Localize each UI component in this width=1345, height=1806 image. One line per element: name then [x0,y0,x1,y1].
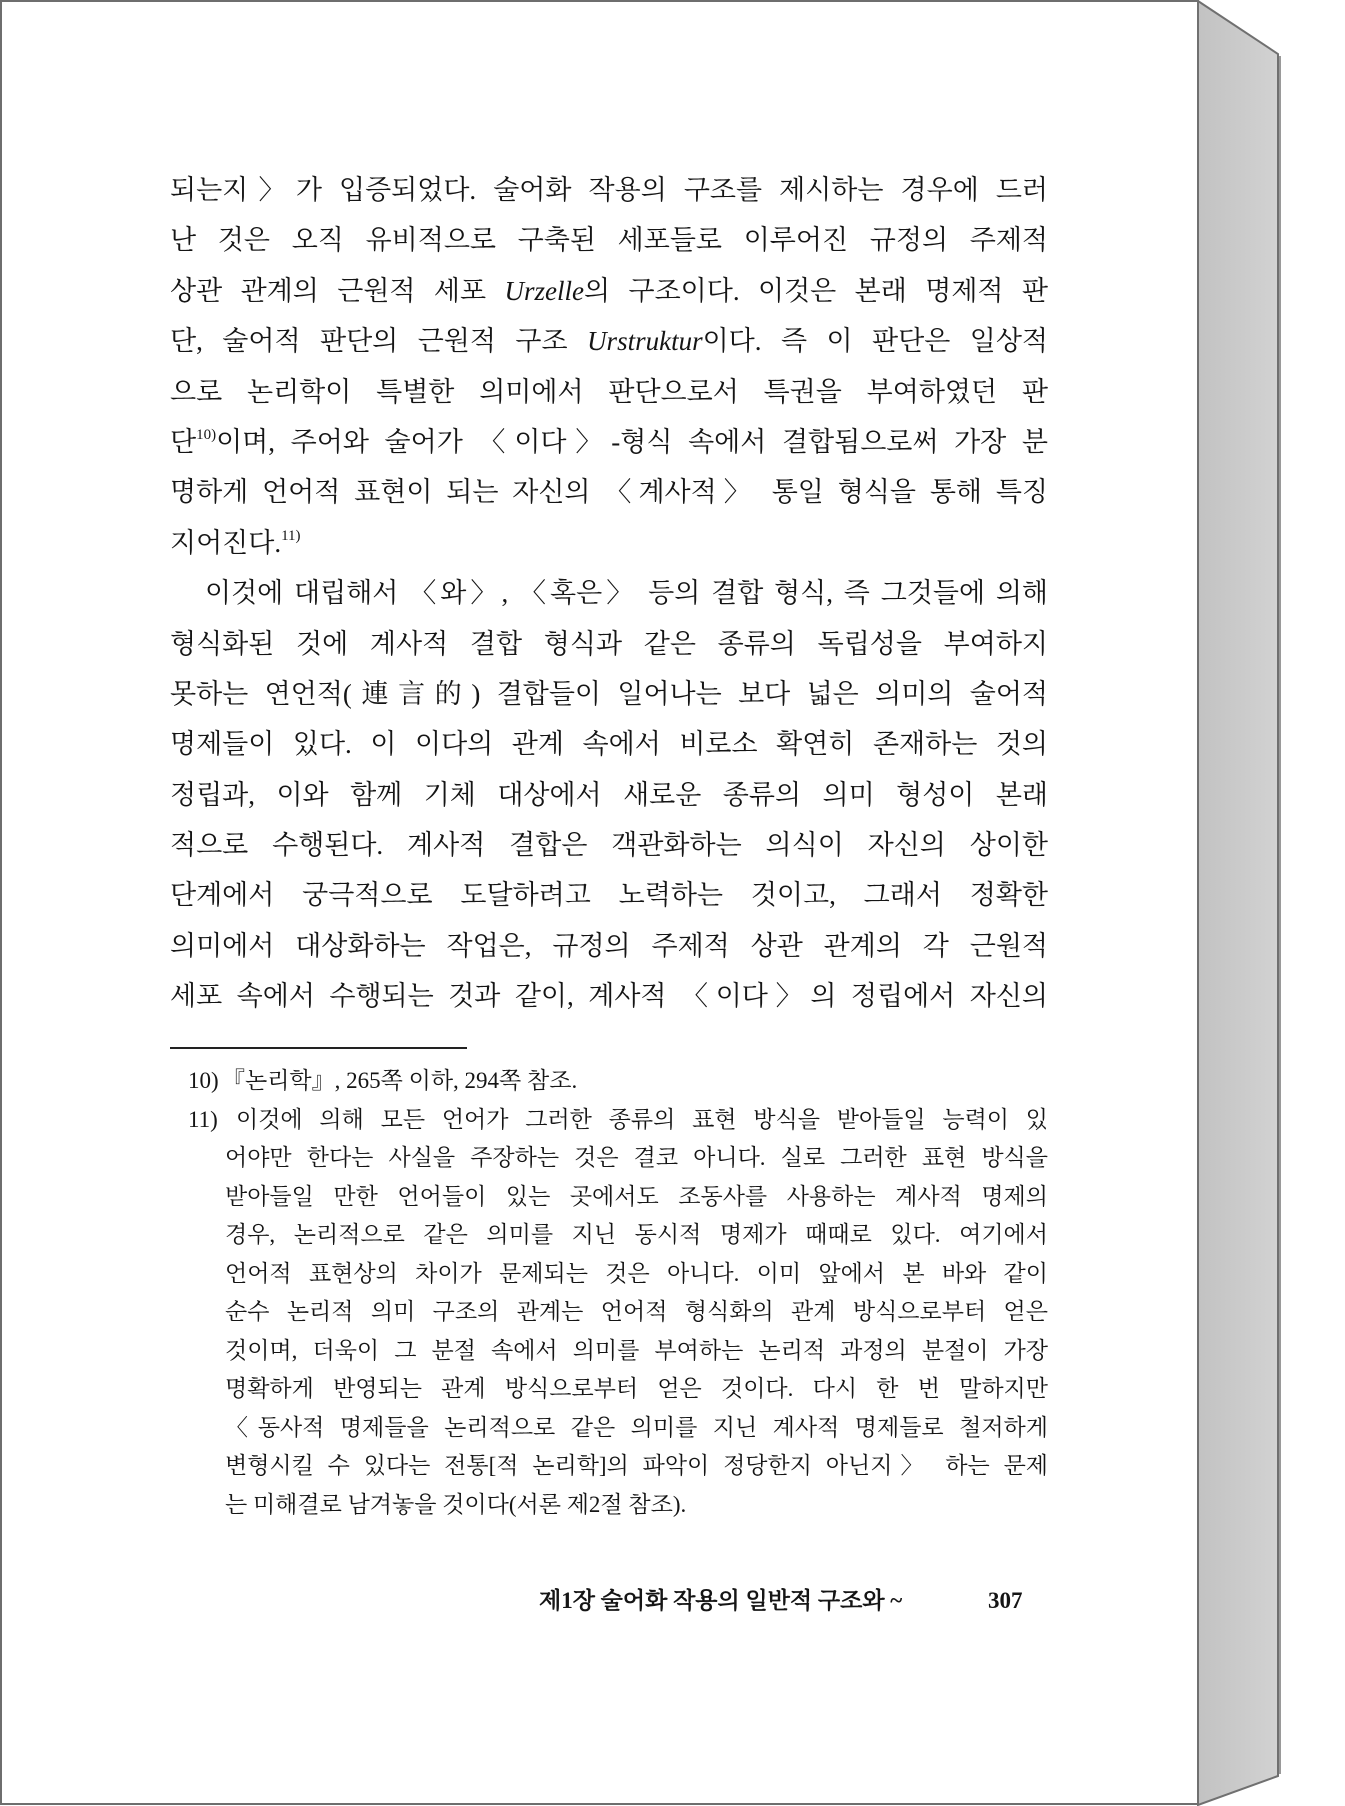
footnote-text: 이것에 의해 모든 언어가 그러한 종류의 표현 방식을 받아들일 능력이 있 [236,1106,1048,1132]
body-line [170,316,1048,366]
running-head: 제1장 술어화 작용의 일반적 구조와 ~ [539,1588,903,1613]
body-line: 형식화된 것에 계사적 결합 형식과 같은 종류의 독립성을 부여하지 [170,628,1048,659]
foreign-term: Urzelle [504,275,584,306]
footnote-ref: 10) [196,426,217,443]
footnote-ref: 11) [281,527,301,544]
book-edge [1198,1,1278,1805]
foreign-term: Urstruktur [587,326,703,357]
body-line: 명제들이 있다. 이 이다의 관계 속에서 비로소 확연히 존재하는 것의 [170,729,1048,760]
footnotes [188,1062,1048,1524]
footnote-line: 명확하게 반영되는 관계 방식으로부터 얻은 것이다. 다시 한 번 말하지만 [225,1376,1048,1401]
body-line: 되는지〉가 입증되었다. 술어화 작용의 구조를 제시하는 경우에 드러 [170,175,1048,205]
body-line: 난 것은 오직 유비적으로 구축된 세포들로 이루어진 규정의 주제적 [170,225,1048,256]
body-paragraph [170,568,1048,1022]
line-text: 단, 술어적 판단의 근원적 구조 [170,326,588,357]
body-line: 세포 속에서 수행되는 것과 같이, 계사적 〈이다〉의 정립에서 자신의 [170,981,1048,1012]
line-text: 단 [170,426,197,457]
footnote-line: 순수 논리적 의미 구조의 관계는 언어적 형식화의 관계 방식으로부터 얻은 [225,1299,1048,1324]
line-text: 이며, 주어와 술어가 〈이다〉-형식 속에서 결합됨으로써 가장 분 [216,426,1048,457]
body-line: 으로 논리학이 특별한 의미에서 판단으로서 특권을 부여하였던 판 [170,376,1048,407]
footnote-line: 어야만 한다는 사실을 주장하는 것은 결코 아니다. 실로 그러한 표현 방식을 [225,1145,1048,1170]
footnote-line: 것이며, 더욱이 그 분절 속에서 의미를 부여하는 논리적 과정의 분절이 가장 [225,1337,1048,1363]
line-text: 지어진다. [170,527,282,558]
body-line: 단계에서 궁극적으로 도달하려고 노력하는 것이고, 그래서 정확한 [170,880,1048,911]
footnote-text: 『논리학』, 265쪽 이하, 294쪽 참조. [222,1068,578,1093]
line-text: 의 구조이다. 이것은 본래 명제적 판 [584,275,1048,306]
body-line [170,518,1048,568]
body-line: 이것에 대립해서 〈와〉, 〈혹은〉 등의 결합 형식, 즉 그것들에 의해 [205,578,1048,609]
footnote [188,1101,1048,1525]
footnote-line [188,1101,1048,1140]
footnote-rule [170,1047,467,1049]
body-line [170,417,1048,467]
body-line: 적으로 수행된다. 계사적 결합은 객관화하는 의식이 자신의 상이한 [170,830,1048,861]
footnote-line: 언어적 표현상의 차이가 문제되는 것은 아니다. 이미 앞에서 본 바와 같이 [225,1260,1048,1286]
line-text: 상관 관계의 근원적 세포 [170,275,505,306]
body-paragraph [170,165,1048,568]
body-line: 명하게 언어적 표현이 되는 자신의 〈계사적〉 통일 형식을 통해 특징 [170,477,1048,508]
footnote-label: 10) [188,1068,219,1093]
footnote-label: 11) [188,1106,218,1132]
page-number: 307 [988,1588,1023,1613]
footnote-line: 받아들일 만한 언어들이 있는 곳에서도 조동사를 사용하는 계사적 명제의 [225,1183,1048,1209]
footnote-line: 변형시킬 수 있다는 전통[적 논리학]의 파악이 정당한지 아닌지〉 하는 문제 [225,1453,1048,1478]
footnote-line [188,1062,1048,1101]
footnote [188,1062,1048,1101]
body-line: 의미에서 대상화하는 작업은, 규정의 주제적 상관 관계의 각 근원적 [170,930,1048,961]
body-line: 정립과, 이와 함께 기체 대상에서 새로운 종류의 의미 형성이 본래 [170,779,1048,810]
body-text [170,165,1048,1022]
footnote-line: 〈동사적 명제들을 논리적으로 같은 의미를 지닌 계사적 명제들로 철저하게 [225,1414,1048,1440]
line-text: 이다. 즉 이 판단은 일상적 [702,326,1049,357]
footnote-line: 는 미해결로 남겨놓을 것이다(서론 제2절 참조). [225,1491,687,1517]
footnote-line: 경우, 논리적으로 같은 의미를 지닌 동시적 명제가 때때로 있다. 여기에서 [225,1222,1048,1247]
body-line [170,266,1048,316]
body-line: 못하는 연언적(連言的) 결합들이 일어나는 보다 넓은 의미의 술어적 [170,678,1048,709]
